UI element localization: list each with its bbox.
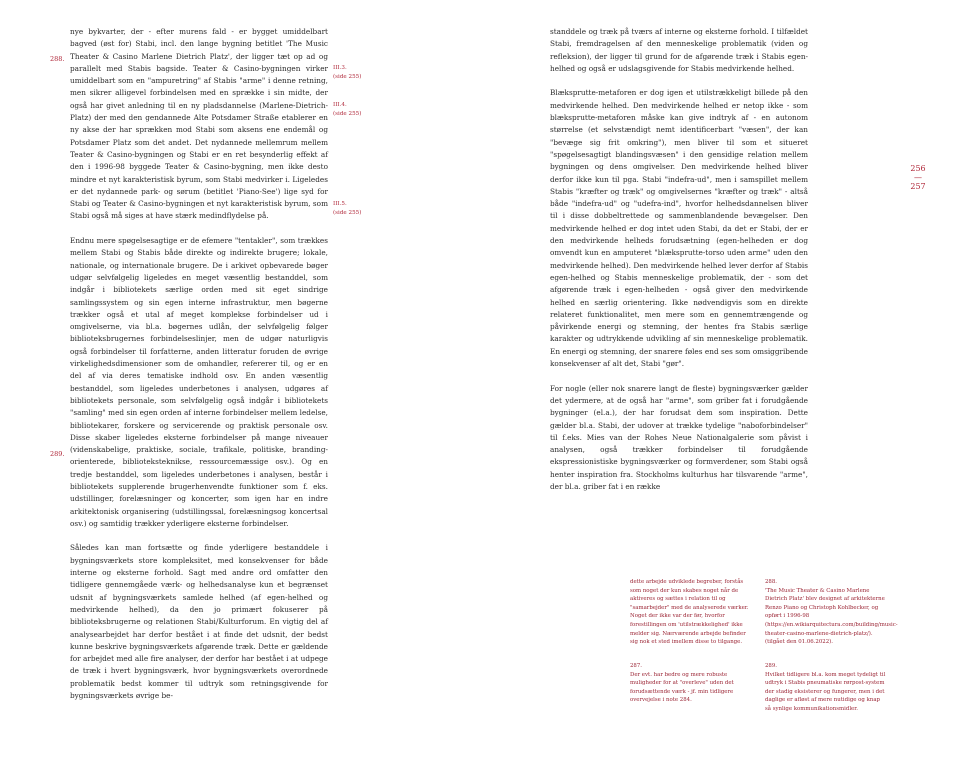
page-number-separator: —	[914, 173, 922, 182]
figure-page: (side 255)	[333, 111, 362, 117]
figure-number: III.5.	[333, 201, 347, 207]
paragraph: For nogle (eller nok snarere langt de fleste) bygningsværker gælder det ydermere, at de også har "arme", som griber fat i forudgående bygninger (el.a.), der har forudsat dem som inspiration. Dette gælder bl.a. Stabi, der udover at trække tydelige "naboforbindelser" til f.eks. Mies van der Rohes Neue Nationalgalerie som påvist i analysen, også trækker forbindelser til forudgående ekspressionistiske bygningsværker og formverdener, som Stabi også henter inspiration fra. Stockholms kulturhus har tilsvarende "arme", der bl.a. griber fat i en række	[550, 383, 808, 491]
footnote-text: 'The Music Theater & Casino Marlene Dietrich Platz' blev designet af arkitekterne Renzo Piano og Christoph Kohlbecker, og opført i 1996-98 (https://en.wikiarquitectura.com/building/music-theater-casino-marlene-dietrich-platz/). (tilgået den 01.06.2022).	[765, 587, 898, 646]
footnote-number: 287.	[630, 663, 643, 669]
footnote-text: Der evt. har bedre og mere robuste muligheder for at "overleve" uden det forudsættende værk - jf. min tidligere overvejelse i note 284.	[630, 671, 734, 704]
footnote-marker-288[interactable]: 288.	[50, 55, 65, 63]
page-numbers	[905, 164, 931, 191]
figure-reference[interactable]	[333, 64, 361, 82]
paragraph: nye bykvarter, der - efter murens fald - er bygget umiddelbart bagved (øst for) Stabi, incl. den lange bygning betitlet 'The Music Theater & Casino Marlene Dietrich Platz', der ligger tæt op ad og parallelt med Stabis bagside. Teater & Casino-bygningen virker umiddelbart som en "ampuretring" af Stabis "arme" i denne retning, men sikrer alligevel forbindelsen med en sprække i sin midte, der også har givet anledning til en ny pladsdannelse (Marlene-Dietrich-Platz) der med den gendannede Alte Potsdamer Straße etablerer en ny akse der har sprækken mod Stabi som aksens ene endemål og Potsdamer Platz som det andet. Det nydannede mellemrum mellem Teater & Casino-bygningen og Stabi er en ret besynderlig effekt af den i 1996-98 byggede Teater & Casino-bygning, men ikke desto mindre et nyt karakteristisk byrum, som Stabi medvirker i. Ligeledes er det nydannede park- og sørum (betitlet 'Piano-See') lige syd for Stabi og Teater & Casino-bygningen et nyt karakteristisk byrum, som Stabi også må siges at have stærk medindflydelse på.	[70, 27, 328, 221]
footnote-289	[765, 662, 887, 714]
footnote-number: 288.	[765, 579, 778, 585]
figure-number: III.4.	[333, 102, 347, 108]
figure-number: III.3.	[333, 65, 347, 71]
paragraph: Blæksprutte-metaforen er dog igen et utilstrækkeligt billede på den medvirkende helhed. Den medvirkende helhed er netop ikke - som blæksprutte-metaforen måske kan give indtryk af - en autonom størrelse (et selvstændigt nemt identificerbart "væsen", der kan "bevæge sig frit omkring"), men bliver til som et situeret "spøgelsesagtigt blandingsvæsen" i den gensidige relation mellem bygningen og dens omgivelser. Den medvirkende helhed bliver derfor ikke kun til pga. Stabi "indefra-ud", men i samspillet mellem Stabis "kræfter og træk" og omgivelsernes "kræfter og træk" - altså både "indefra-ud" og "udefra-ind", hvorfor helhedsdannelsen bliver til i disse dobbeltrettede og sammenblandende bevægelser. Den medvirkende helhed er dog intet uden Stabi, da det er Stabi, der er den medvirkende helheds forudsætning (egen-helheden er dog omvendt kun en amputeret "blæksprutte-torso uden arme" uden den medvirkende helhed). Den medvirkende helhed lever derfor af Stabis egen-helhed og Stabis menneskelige problematik, der - som det afgørende træk i egen-helheden - også giver den medvirkende helhed en særlig orientering. Ikke nødvendigvis som en direkte relateret funktionalitet, men mere som en gennemtrængende og påvirkende energi og stemning, der hentes fra Stabis særlige karakter og udtrykkende udvikling af sin menneskelige problematik. En energi og stemning, der snarere føles end ses som omsiggribende konsekvenser af alt det, Stabi "gør".	[550, 88, 808, 369]
footnote-287	[630, 662, 752, 705]
page-number-right: 257	[910, 182, 926, 191]
figure-page: (side 255)	[333, 74, 362, 80]
footnote-marker-289[interactable]: 289.	[50, 450, 65, 458]
footnote-288	[765, 578, 898, 647]
figure-reference[interactable]	[333, 200, 361, 218]
figure-reference[interactable]	[333, 101, 361, 119]
footnote-number: 289.	[765, 663, 778, 669]
figure-page: (side 255)	[333, 210, 362, 216]
right-text-column	[550, 26, 808, 506]
footnote-text: dette arbejde udviklede begreber, forstås som noget der kun skabes noget når de aktiveres og sættes i relation til og "samarbejder" med de analyserede værker. Noget der ikke var der før, hvorfor forestillingen om 'utilstrækkelighed' ikke melder sig. Nærværende arbejde befinder sig nok et sted imellem disse to tilgange.	[630, 579, 749, 646]
paragraph: Endnu mere spøgelsesagtige er de efemere "tentakler", som trækkes mellem Stabi og Stabis både direkte og indirekte brugere; lokale, nationale, og internationale brugere. De i arkivet opbevarede bøger udgør selvfølgelig ligeledes en meget væsentlig bestanddel, som indgår i bibliotekets særlige orden med sit eget sindrige samlingssystem og sin egen interne infrastruktur, men bøgerne trækker også et utal af meget komplekse forbindelser ud i omgivelserne, via bl.a. bøgernes udlån, der selvfølgelig følger biblioteksbrugernes forbindelseslinjer, men de udgør naturligvis også forbindelser til forfatterne, anden litteratur foruden de øvrige virkelighedsdimensioner som de omhandler, refererer til, og er en del af via deres tematiske indhold osv. En anden væsentlig bestanddel, som ligeledes underbetones i analysen, udgøres af bibliotekets personale, som selvfølgelig også indgår i bibliotekets "samling" med sin egen orden af interne forbindelser mellem ledelse, bibliotekarer, forskere og servicerende og praktisk personale osv. Disse skaber ligeledes eksterne forbindelser på mange niveauer (videnskabelige, praktiske, sociale, trafikale, politiske, branding-orienterede, biblioteksteknikse, ressourcemæssige osv.). Og en tredje bestanddel, som ligeledes underbetones i analysen, består i bibliotekets supplerende brugerhenvendte funktioner som f. eks. udstillinger, forelæsninger og koncerter, som igen har en indre arkitektonisk organisering (udstillingssal, forelæsningsog koncertsal osv.) og samtidig trækker yderligere eksterne forbindelser.	[70, 236, 328, 528]
paragraph: standdele og træk på tværs af interne og eksterne forhold. I tilfældet Stabi, fremdragelsen af den menneskelige problematik (viden og refleksion), der ligger til grund for de afgørende træk i Stabis egen-helhed og også er udslagsgivende for Stabis medvirkende helhed.	[550, 27, 808, 73]
footnote-text: Hvilket tidligere bl.a. kom meget tydeligt til udtryk i Stabis pneumatiske rørpost-system der stadig eksisterer og fungerer, men i det daglige er afløst af mere nutidige og knap så synlige kommunikationsmidler.	[765, 671, 886, 712]
page-number-left: 256	[910, 164, 926, 173]
left-text-column	[70, 26, 328, 715]
paragraph: Således kan man fortsætte og finde yderligere bestanddele i bygningsværkets store kompleksitet, med konsekvenser for både interne og eksterne forhold. Sagt med andre ord omfatter den tidligere gennemgåede værk- og helhedsanalyse kun et begrænset udsnit af bygningsværkets samlede helhed (af egen-helhed og medvirkende helhed), da den jo primært fokuserer på biblioteksbrugerne og relationen Stabi/Kulturforum. En vigtig del af analysearbejdet har derfor bestået i at finde det udsnit, der bedst kunne beskrive bygningsværkets afgørende træk. Dette er gældende for arbejdet med alle fire analyser, der derfor har bestået i at udpege de træk i hvert bygningsværk, hvor bygningsværkets overordnede problematik bedst kommer til udtryk som retningsgivende for bygningsværkets øvrige be-	[70, 543, 328, 701]
footnote-continuation	[630, 578, 752, 647]
